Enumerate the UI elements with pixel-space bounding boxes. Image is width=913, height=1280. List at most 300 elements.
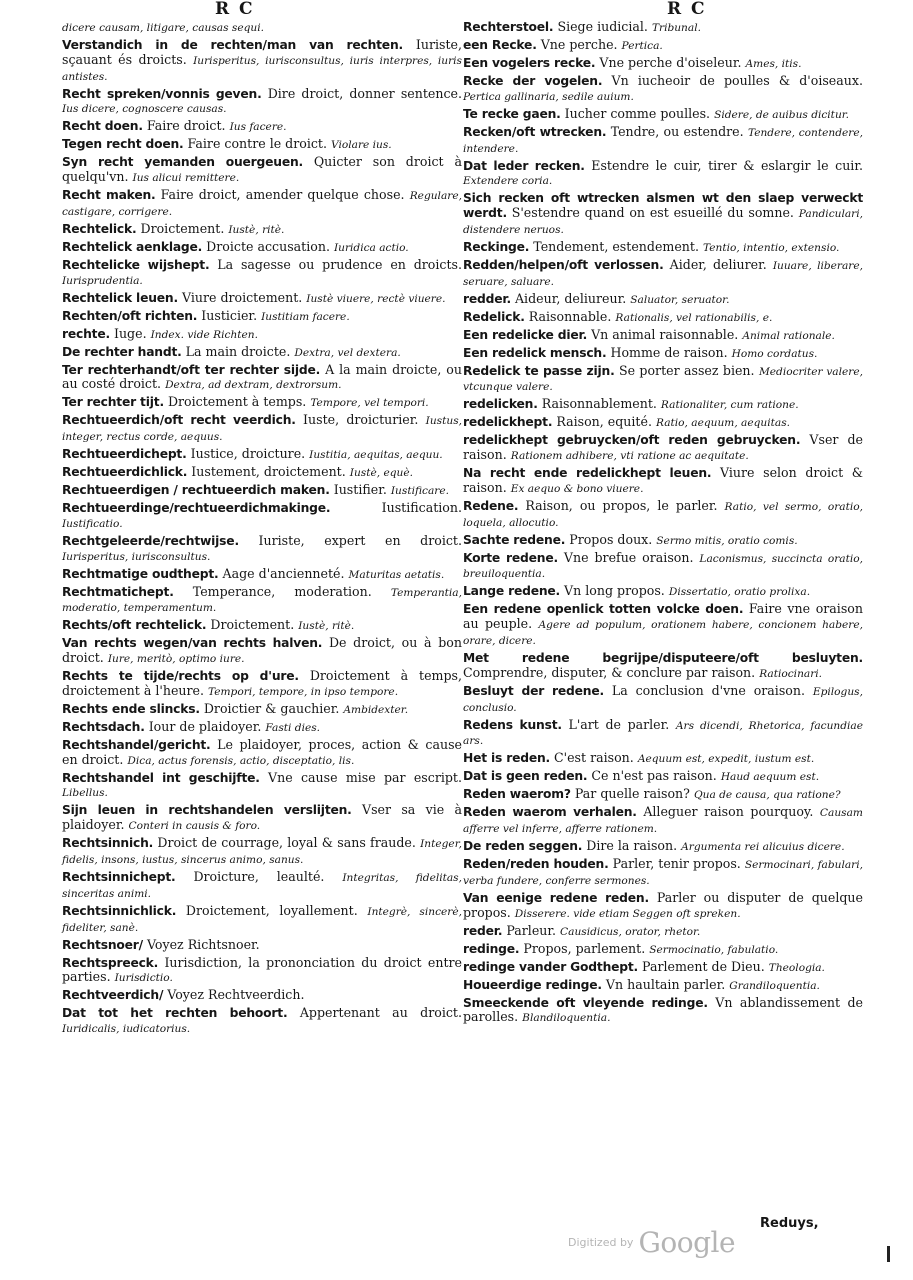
headword: Redens kunst. (463, 717, 562, 732)
headword: Ter rechter tijt. (62, 395, 164, 410)
headword: Het is reden. (463, 751, 550, 766)
french-definition: Voyez Richtsnoer. (146, 936, 260, 952)
french-definition: Droictement. (210, 617, 295, 633)
latin-equivalent: Ambidexter. (343, 703, 409, 716)
french-definition: Voyez Rechtveerdich. (167, 987, 305, 1003)
headword: Recht doen. (62, 119, 143, 134)
dictionary-entry (62, 836, 462, 868)
headword: Rechtspreeck. (62, 955, 159, 970)
dictionary-entry (62, 738, 462, 769)
latin-equivalent: Sidere, de auibus dicitur. (714, 108, 850, 121)
dictionary-entry (463, 397, 863, 413)
latin-equivalent: Iustificatio. (62, 517, 123, 530)
latin-equivalent: Pandiculari, distendere neruos. (463, 208, 863, 236)
latin-equivalent: Iuridica actio. (333, 241, 409, 254)
headword: Rechtelick. (62, 221, 137, 236)
headword: Reden waerom verhalen. (463, 805, 637, 820)
french-definition: Droictement à temps, droictement à l'heure. (62, 668, 462, 698)
latin-equivalent: Animal rationale. (742, 329, 835, 342)
latin-equivalent: Ex aequo & bono viuere. (510, 482, 644, 495)
french-definition: L'art de parler. (568, 716, 670, 732)
headword: Rechtmatige oudthept. (62, 566, 219, 581)
right-column (463, 20, 863, 1028)
dictionary-entry (463, 805, 863, 837)
headword: Reden/reden houden. (463, 857, 609, 872)
latin-equivalent: Disserere. vide etiam Seggen oft spreken. (514, 907, 741, 920)
latin-equivalent: Ars dicendi, Rhetorica, facundiae ars. (463, 719, 863, 748)
french-definition: Vn ablandissement de parolles. (463, 994, 863, 1025)
dictionary-entry (62, 222, 462, 238)
latin-equivalent: Conteri in causis & foro. (128, 820, 261, 833)
headword: Van rechts wegen/van rechts halven. (62, 636, 323, 651)
latin-equivalent: Tempore, vel tempori. (310, 397, 429, 410)
latin-equivalent: Pertica gallinaria, sedile auium. (463, 90, 634, 103)
latin-equivalent: Dica, actus forensis, actio, disceptatio, lis. (127, 754, 355, 767)
latin-equivalent: Tendere, contendere, intendere. (463, 126, 863, 155)
dictionary-entry (62, 395, 462, 411)
french-definition: Appertenant au droict. (299, 1005, 462, 1021)
headword: Rechtelick leuen. (62, 290, 178, 305)
headword: een Recke. (463, 37, 537, 52)
french-definition: Propos doux. (569, 531, 653, 547)
latin-equivalent: Iustus, integer, rectus corde, aequus. (62, 415, 462, 444)
dictionary-entry (463, 74, 863, 105)
dictionary-entry (463, 346, 863, 362)
dictionary-entry (463, 258, 863, 290)
french-definition: Vne cause mise par escript. (268, 769, 462, 785)
french-definition: Raison, ou propos, le parler. (525, 497, 718, 513)
dictionary-entry (62, 956, 462, 987)
dictionary-entry (463, 857, 863, 889)
latin-equivalent: Rationaliter, cum ratione. (660, 399, 799, 412)
french-definition: La main droicte. (185, 343, 291, 359)
headword: Besluyt der redene. (463, 683, 604, 698)
french-definition: Vne perche d'oiseleur. (599, 54, 742, 70)
french-definition: Comprendre, disputer, & conclure par raison. (463, 664, 756, 680)
latin-equivalent: Iurisperitus, iurisconsultus. (62, 550, 211, 563)
french-definition: Droicture, leaulté. (193, 869, 325, 885)
french-definition: Aage d'ancienneté. (222, 565, 345, 581)
dictionary-entry (463, 684, 863, 716)
headword: Van eenige redene reden. (463, 890, 649, 905)
french-definition: Raisonnable. (528, 308, 612, 324)
headword: Sachte redene. (463, 532, 566, 547)
french-definition: Estendre le cuir, tirer & eslargir le cuir. (591, 157, 863, 173)
page-header (0, 0, 913, 22)
latin-equivalent: Rationalis, vel rationabilis, e. (615, 311, 773, 324)
headword: reder. (463, 923, 503, 938)
header-signature-right: R C (667, 0, 707, 19)
latin-equivalent: Epilogus, conclusio. (463, 685, 863, 714)
french-definition: Vn iucheoir de poulles & d'oiseaux. (611, 72, 863, 88)
dictionary-entry (62, 585, 462, 617)
headword: Verstandich in de rechten/man van rechten. (62, 37, 403, 52)
french-definition: Se porter assez bien. (618, 362, 755, 378)
french-definition: Temperance, moderation. (192, 583, 372, 599)
latin-equivalent: Sermocinatio, fabulatio. (649, 943, 779, 956)
headword: Redelick te passe zijn. (463, 363, 615, 378)
french-definition: La sagesse ou prudence en droicts. (217, 256, 462, 272)
latin-equivalent: Iustè, ritè. (228, 223, 285, 236)
dictionary-entry (62, 155, 462, 186)
dictionary-entry (62, 20, 462, 36)
headword: Een redene openlick totten volcke doen. (463, 602, 744, 617)
latin-equivalent: Agere ad populum, orationem habere, concionem habere, orare, dicere. (463, 619, 863, 647)
french-definition: Vser sa vie à plaidoyer. (62, 802, 462, 833)
dictionary-entry (463, 584, 863, 600)
dictionary-entry (62, 669, 462, 700)
french-definition: Faire droict, amender quelque chose. (160, 187, 405, 203)
dictionary-entry (463, 551, 863, 583)
headword: Smeeckende oft vleyende redinge. (463, 995, 708, 1010)
dictionary-entry (463, 125, 863, 157)
headword: Ter rechterhandt/oft ter rechter sijde. (62, 362, 321, 377)
french-definition: Vn long propos. (564, 583, 665, 599)
headword: Een vogelers recke. (463, 55, 596, 70)
latin-equivalent: Iurisperitus, iurisconsultus, iuris interpres, iuris antistes. (62, 54, 462, 83)
headword: Rechten/oft richten. (62, 308, 198, 323)
french-definition: Droictement. (140, 220, 225, 236)
dictionary-entry (463, 20, 863, 36)
french-definition: Homme de raison. (610, 344, 728, 360)
french-definition: Aideur, deliureur. (514, 290, 627, 306)
latin-equivalent: Ratiocinari. (759, 667, 823, 680)
french-definition: Iustifier. (333, 482, 387, 498)
french-definition: Droict de courrage, loyal & sans fraude. (157, 835, 416, 851)
latin-equivalent: Tentio, intentio, extensio. (703, 241, 840, 254)
french-definition: Droictement, loyallement. (185, 902, 358, 918)
french-definition: Droictier & gauchier. (203, 700, 340, 716)
headword: Na recht ende redelickhept leuen. (463, 466, 712, 481)
french-definition: Raison, equité. (556, 414, 652, 430)
latin-equivalent: Saluator, seruator. (630, 293, 730, 306)
french-definition: S'estendre quand on est esueillé du somne. (511, 205, 794, 221)
headword: Rechtsinnich. (62, 836, 154, 851)
french-definition: Iuriste, expert en droict. (258, 532, 462, 548)
dictionary-entry (463, 328, 863, 344)
latin-equivalent: Regulare, castigare, corrigere. (62, 190, 462, 218)
dictionary-entry (62, 720, 462, 736)
headword: Te recke gaen. (463, 106, 561, 121)
latin-equivalent: Iustè, equè. (349, 467, 413, 480)
dictionary-entry (463, 499, 863, 531)
french-definition: Iustification. (381, 500, 462, 516)
dictionary-entry (62, 309, 462, 325)
catchword: Reduys, (760, 1216, 819, 1231)
headword: Rechtshandel int geschijfte. (62, 770, 260, 785)
latin-equivalent: Mediocriter valere, vtcunque valere. (463, 365, 863, 394)
french-definition: Iuge. (113, 325, 147, 341)
french-definition: Alleguer raison pourquoy. (643, 804, 814, 820)
dictionary-entry (62, 240, 462, 256)
dictionary-entry (62, 465, 462, 481)
dictionary-entry (62, 1006, 462, 1037)
french-definition: Faire vne oraison au peuple. (463, 601, 863, 632)
french-definition: Vser de raison. (463, 432, 863, 463)
dictionary-entry (463, 751, 863, 767)
latin-equivalent: Iurisprudentia. (62, 274, 143, 287)
headword: Houeerdige redinge. (463, 977, 602, 992)
watermark-prefix: Digitized by (568, 1236, 634, 1249)
french-definition: Faire droict. (146, 118, 226, 134)
latin-equivalent: Sermo mitis, oratio comis. (656, 534, 798, 547)
dictionary-entry (62, 938, 462, 954)
headword: Recken/oft wtrecken. (463, 124, 607, 139)
dictionary-entry (62, 291, 462, 307)
french-definition: Droictement à temps. (167, 394, 307, 410)
french-definition: Ce n'est pas raison. (591, 768, 717, 784)
dictionary-entry (463, 533, 863, 549)
headword: Sijn leuen in rechtshandelen verslijten. (62, 803, 352, 818)
french-definition: La conclusion d'vne oraison. (611, 682, 805, 698)
dictionary-entry (463, 433, 863, 464)
headword: redelickhept gebruycken/oft reden gebruycken. (463, 433, 801, 448)
latin-equivalent: Index. vide Richten. (150, 328, 258, 341)
dictionary-entry (463, 292, 863, 308)
latin-equivalent: Dextra, ad dextram, dextrorsum. (165, 379, 342, 392)
french-definition: Raisonnablement. (541, 396, 657, 412)
french-definition: Siege iudicial. (557, 19, 648, 34)
latin-equivalent: Rationem adhibere, vti ratione ac aequitate. (510, 450, 749, 463)
french-definition: Aider, deliurer. (669, 256, 767, 272)
headword: rechte. (62, 326, 110, 341)
headword: Rechtshandel/gericht. (62, 737, 211, 752)
headword: Rechtueerdichept. (62, 447, 187, 462)
french-definition: Iustice, droicture. (190, 446, 306, 462)
dictionary-entry (463, 191, 863, 237)
french-definition: A la main droicte, ou au costé droict. (62, 361, 462, 392)
dictionary-entry (463, 415, 863, 431)
headword: Rechtueerdichlick. (62, 465, 188, 480)
headword: redder. (463, 291, 511, 306)
french-definition: Dire la raison. (586, 838, 678, 854)
headword: Reden waerom? (463, 787, 571, 802)
latin-equivalent: Laconismus, succincta oratio, breuiloquentia. (463, 552, 863, 581)
french-definition: Vn haultain parler. (605, 976, 726, 992)
headword: Rechtelicke wijshept. (62, 257, 210, 272)
latin-equivalent: Iuridicalis, iudicatorius. (62, 1023, 191, 1036)
headword: Een redelick mensch. (463, 345, 607, 360)
french-definition: Parlement de Dieu. (642, 958, 765, 974)
french-definition: Par quelle raison? (574, 786, 690, 802)
latin-equivalent: Theologia. (768, 961, 825, 974)
dictionary-entry (62, 327, 462, 343)
dictionary-entry (463, 240, 863, 256)
french-definition: Iurisdiction, la prononciation du droict entre parties. (62, 954, 462, 985)
dictionary-entry (62, 636, 462, 667)
latin-equivalent: Violare ius. (331, 139, 392, 152)
latin-equivalent: Dissertatio, oratio prolixa. (668, 586, 811, 599)
digitized-by-google-watermark (568, 1226, 735, 1259)
latin-equivalent: Tempori, tempore, in ipso tempore. (208, 685, 399, 698)
french-definition: Dire droict, donner sentence. (267, 85, 462, 101)
dictionary-entry (463, 364, 863, 396)
headword: Rechtueerdinge/rechtueerdichmakinge. (62, 501, 331, 516)
headword: redinge. (463, 941, 520, 956)
headword: Korte redene. (463, 550, 558, 565)
latin-equivalent: Fasti dies. (265, 721, 321, 734)
latin-equivalent: Ius alicui remittere. (132, 172, 240, 185)
headword: Lange redene. (463, 584, 561, 599)
french-definition: Parler, tenir propos. (612, 856, 741, 872)
latin-equivalent: Causam afferre vel inferre, afferre rationem. (463, 807, 863, 836)
latin-equivalent: Ius dicere, cognoscere causas. (62, 103, 227, 116)
dictionary-entry (62, 483, 462, 499)
latin-equivalent: Temperantia, moderatio, temperamentum. (62, 586, 462, 615)
dictionary-entry (463, 996, 863, 1027)
headword: Dat tot het rechten behoort. (62, 1006, 288, 1021)
latin-equivalent: Qua de causa, qua ratione? (693, 789, 841, 802)
headword: Rechtueerdich/oft recht veerdich. (62, 413, 296, 428)
dictionary-entry (463, 787, 863, 803)
dictionary-entry (463, 960, 863, 976)
latin-equivalent: Maturitas aetatis. (348, 568, 445, 581)
latin-equivalent: Iuuare, liberare, seruare, saluare. (463, 259, 864, 288)
dictionary-entry (463, 38, 863, 54)
headword: Rechtelick aenklage. (62, 239, 203, 254)
dictionary-entry (62, 258, 462, 289)
headword: Rechts te tijde/rechts op d'ure. (62, 669, 299, 684)
french-definition: Vn animal raisonnable. (591, 326, 739, 342)
french-definition: Droicte accusation. (206, 238, 330, 254)
headword: De rechter handt. (62, 344, 182, 359)
headword: Tegen recht doen. (62, 137, 184, 152)
headword: Redden/helpen/oft verlossen. (463, 257, 664, 272)
latin-equivalent: Integrè, sincerè, fideliter, sanè. (62, 905, 462, 934)
headword: Rechtsinnichept. (62, 870, 176, 885)
dictionary-entry (463, 839, 863, 855)
headword: redelickhept. (463, 415, 553, 430)
latin-equivalent: Dextra, vel dextera. (294, 346, 401, 359)
latin-equivalent: Argumenta rei alicuius dicere. (681, 841, 845, 854)
latin-equivalent: Ius facere. (229, 121, 287, 134)
dictionary-entry (463, 942, 863, 958)
dictionary-entry (62, 188, 462, 220)
latin-equivalent: Sermocinari, fabulari, verba fundere, conferre sermones. (463, 859, 863, 887)
headword: Rechtsinnichlick. (62, 903, 177, 918)
headword: Een redelicke dier. (463, 327, 588, 342)
dictionary-entry (62, 771, 462, 802)
french-definition: Tendement, estendement. (533, 238, 699, 254)
latin-equivalent: Iustitia, aequitas, aequu. (309, 449, 443, 462)
french-definition: Viure droictement. (181, 289, 303, 305)
dictionary-entry (463, 978, 863, 994)
dictionary-entry (62, 501, 462, 532)
headword: Recht spreken/vonnis geven. (62, 86, 262, 101)
headword: Recke der vogelen. (463, 73, 603, 88)
headword: Rechtveerdich/ (62, 988, 164, 1003)
dictionary-entry (62, 904, 462, 936)
french-definition: Parleur. (506, 922, 557, 938)
left-column (62, 20, 462, 1039)
dictionary-entry (463, 651, 863, 682)
dictionary-entry (463, 466, 863, 497)
headword: Rechtsdach. (62, 719, 145, 734)
french-definition: Iustement, droictement. (191, 464, 346, 480)
headword: Redelick. (463, 309, 525, 324)
dictionary-entry (62, 38, 462, 84)
dictionary-entry (62, 413, 462, 445)
french-definition: Propos, parlement. (523, 940, 646, 956)
french-definition: Iuriste, sçauant és droicts. (62, 36, 462, 67)
french-definition: Iusticier. (201, 307, 258, 323)
dictionary-entry (463, 891, 863, 922)
french-definition: Vne perche. (540, 36, 618, 52)
dictionary-entry (463, 924, 863, 940)
headword: Redene. (463, 498, 519, 513)
dictionary-entry (62, 119, 462, 135)
latin-equivalent: Ratio, vel sermo, oratio, loquela, allocutio. (463, 500, 863, 529)
headword: Rechts/oft rechtelick. (62, 618, 207, 633)
headword: Dat is geen reden. (463, 769, 588, 784)
french-definition: Iour de plaidoyer. (148, 718, 262, 734)
french-definition: Parler ou disputer de quelque propos. (463, 889, 863, 920)
dictionary-entry (463, 718, 863, 750)
dictionary-entry (463, 107, 863, 123)
french-definition: Vne brefue oraison. (563, 549, 694, 565)
latin-equivalent: Pertica. (621, 39, 663, 52)
headword: Rechtueerdigen / rechtueerdich maken. (62, 483, 330, 498)
header-signature-left: R C (215, 0, 255, 19)
french-definition: C'est raison. (554, 750, 634, 766)
latin-equivalent: Integritas, fidelitas, sinceritas animi. (62, 872, 462, 900)
latin-equivalent: Iustè viuere, rectè viuere. (306, 292, 446, 305)
dictionary-entry (62, 137, 462, 153)
dictionary-entry (62, 534, 462, 565)
french-definition: Le plaidoyer, proces, action & cause en droict. (62, 736, 462, 767)
latin-equivalent: Iustitiam facere. (261, 310, 350, 323)
french-definition: Faire contre le droict. (187, 136, 327, 152)
headword: Rechts ende slincks. (62, 701, 200, 716)
headword: Sich recken oft wtrecken alsmen wt den slaep verweckt werdt. (463, 191, 863, 221)
latin-equivalent: Haud aequum est. (720, 771, 820, 784)
headword: Met redene begrijpe/disputeere/oft besluyten. (463, 650, 863, 665)
latin-equivalent: Iure, meritò, optimo iure. (107, 653, 245, 666)
latin-equivalent: Iustè, ritè. (298, 620, 355, 633)
headword: Rechtmatichept. (62, 584, 174, 599)
french-definition: Viure selon droict & raison. (463, 465, 863, 495)
dictionary-entry (62, 803, 462, 834)
latin-equivalent: Tribunal. (651, 22, 701, 34)
dictionary-entry (62, 345, 462, 361)
dictionary-entry (463, 602, 863, 648)
headword: Rechterstoel. (463, 20, 554, 34)
dictionary-entry (62, 363, 462, 394)
dictionary-entry (62, 988, 462, 1004)
french-definition: Iuste, droicturier. (303, 412, 419, 428)
headword: Syn recht yemanden ouergeuen. (62, 155, 303, 170)
latin-equivalent: dicere causam, litigare, causas sequi. (62, 22, 264, 34)
latin-equivalent: Blandiloquentia. (522, 1012, 611, 1025)
page-edge-mark (887, 1246, 890, 1262)
latin-equivalent: Grandiloquentia. (729, 979, 820, 992)
watermark-brand: Google (638, 1226, 736, 1259)
dictionary-entry (463, 56, 863, 72)
latin-equivalent: Causidicus, orator, rhetor. (560, 925, 701, 938)
latin-equivalent: Homo cordatus. (731, 347, 818, 360)
latin-equivalent: Libellus. (62, 787, 108, 800)
latin-equivalent: Extendere coria. (463, 175, 553, 188)
french-definition: Iucher comme poulles. (564, 105, 711, 121)
dictionary-entry (62, 447, 462, 463)
latin-equivalent: Ames, itis. (745, 57, 802, 70)
french-definition: Tendre, ou estendre. (610, 123, 744, 139)
latin-equivalent: Aequum est, expedit, iustum est. (637, 753, 815, 766)
headword: Rechtgeleerde/rechtwijse. (62, 533, 239, 548)
headword: Rechtsnoer/ (62, 937, 143, 952)
latin-equivalent: Iustificare. (390, 485, 449, 498)
dictionary-entry (463, 769, 863, 785)
